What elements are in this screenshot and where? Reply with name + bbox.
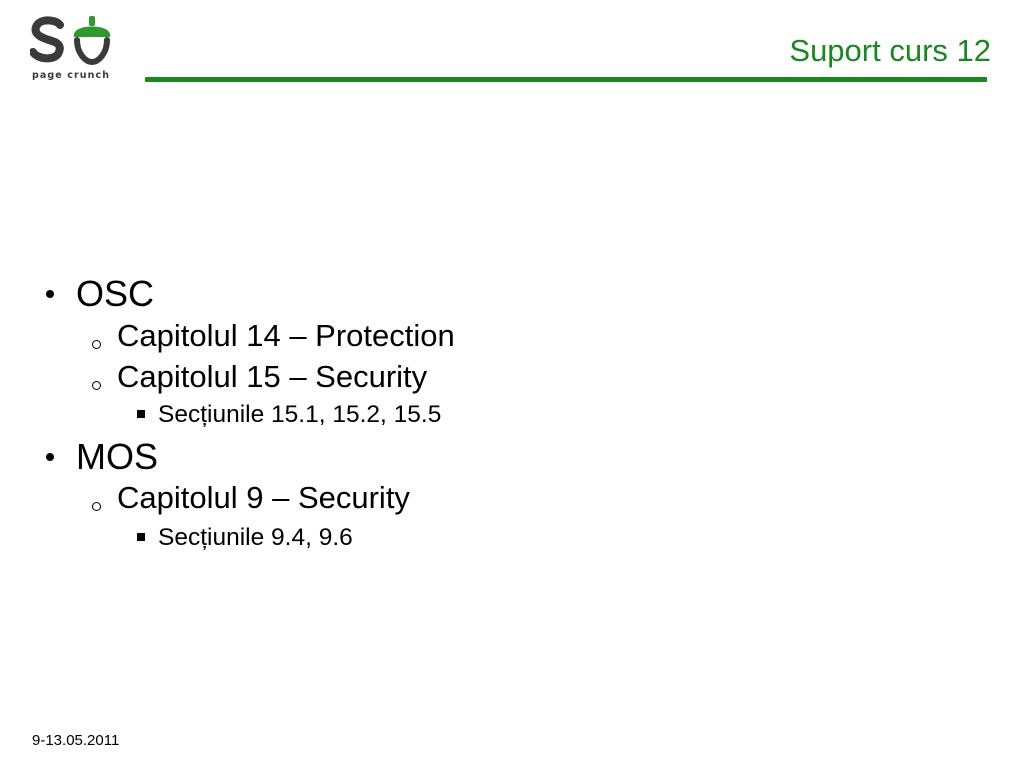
list-item-level2: Capitolul 15 – Security	[117, 359, 428, 394]
bullet-circle-icon	[92, 502, 101, 511]
bullet-disc-icon	[46, 290, 54, 298]
bullet-square-icon	[137, 410, 145, 418]
page-crunch-logo	[30, 12, 120, 86]
logo-mark-icon	[30, 12, 120, 70]
bullet-square-icon	[137, 533, 145, 541]
list-item-level3: Secțiunile 15.1, 15.2, 15.5	[158, 401, 442, 428]
list-item-level1: OSC	[76, 273, 155, 314]
bullet-circle-icon	[92, 340, 101, 349]
list-item-level3: Secțiunile 9.4, 9.6	[158, 524, 353, 551]
list-item-level2: Capitolul 9 – Security	[117, 480, 410, 515]
title-divider	[145, 77, 987, 82]
bullet-disc-icon	[46, 453, 54, 461]
slide-title: Suport curs 12	[789, 33, 991, 68]
list-item-level2: Capitolul 14 – Protection	[117, 318, 455, 353]
logo-tagline: page crunch	[32, 70, 111, 81]
footer-date: 9-13.05.2011	[32, 732, 120, 749]
list-item-level1: MOS	[76, 436, 159, 477]
bullet-circle-icon	[92, 381, 101, 390]
